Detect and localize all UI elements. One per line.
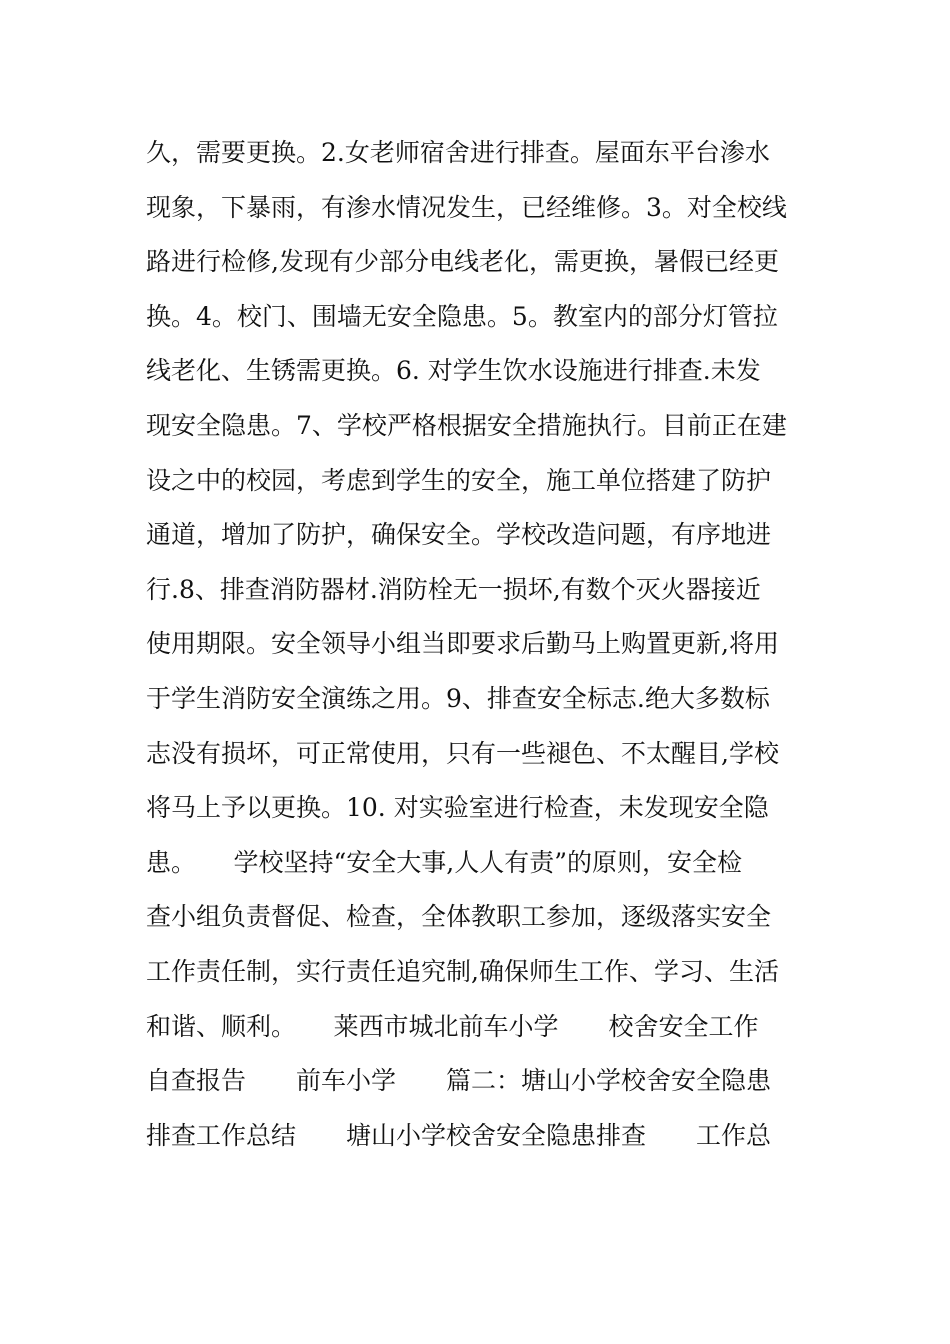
text-line-5: 线老化、生锈需更换。6. 对学生饮水设施进行排查.未发 bbox=[146, 356, 761, 386]
text-line-9: 行.8、排查消防器材.消防栓无一损坏,有数个灭火器接近 bbox=[146, 574, 761, 604]
text-line-4: 换。4。校门、围墙无安全隐患。5。教室内的部分灯管拉 bbox=[146, 301, 778, 331]
text-line-11: 于学生消防安全演练之用。9、排查安全标志.绝大多数标 bbox=[146, 683, 770, 713]
text-line-8: 通道，增加了防护，确保安全。学校改造问题，有序地进 bbox=[146, 520, 772, 550]
body-text bbox=[146, 126, 806, 1163]
text-line-12: 志没有损坏，可正常使用，只有一些褪色、不太醒目,学校 bbox=[146, 738, 779, 768]
text-line-19: 排查工作总结 塘山小学校舍安全隐患排查 工作总 bbox=[146, 1120, 772, 1150]
text-line-18: 自查报告 前车小学 篇二：塘山小学校舍安全隐患 bbox=[146, 1066, 772, 1096]
text-line-7: 设之中的校园，考虑到学生的安全，施工单位搭建了防护 bbox=[146, 465, 772, 495]
text-line-6: 现安全隐患。7、学校严格根据安全措施执行。目前正在建 bbox=[146, 410, 787, 440]
text-line-14: 患。 学校坚持“安全大事,人人有责”的原则，安全检 bbox=[146, 847, 743, 877]
text-line-13: 将马上予以更换。10. 对实验室进行检查，未发现安全隐 bbox=[146, 793, 769, 823]
text-line-1: 久，需要更换。2.女老师宿舍进行排查。屋面东平台渗水 bbox=[146, 138, 770, 167]
text-line-3: 路进行检修,发现有少部分电线老化，需更换，暑假已经更 bbox=[146, 247, 779, 277]
text-line-10: 使用期限。安全领导小组当即要求后勤马上购置更新,将用 bbox=[146, 629, 779, 659]
text-line-2: 现象，下暴雨，有渗水情况发生，已经维修。3。对全校线 bbox=[146, 192, 787, 222]
text-line-16: 工作责任制，实行责任追究制,确保师生工作、学习、生活 bbox=[146, 956, 779, 986]
text-line-17: 和谐、顺利。 莱西市城北前车小学 校舍安全工作 bbox=[146, 1011, 759, 1041]
text-line-15: 查小组负责督促、检查，全体教职工参加，逐级落实安全 bbox=[146, 902, 772, 932]
